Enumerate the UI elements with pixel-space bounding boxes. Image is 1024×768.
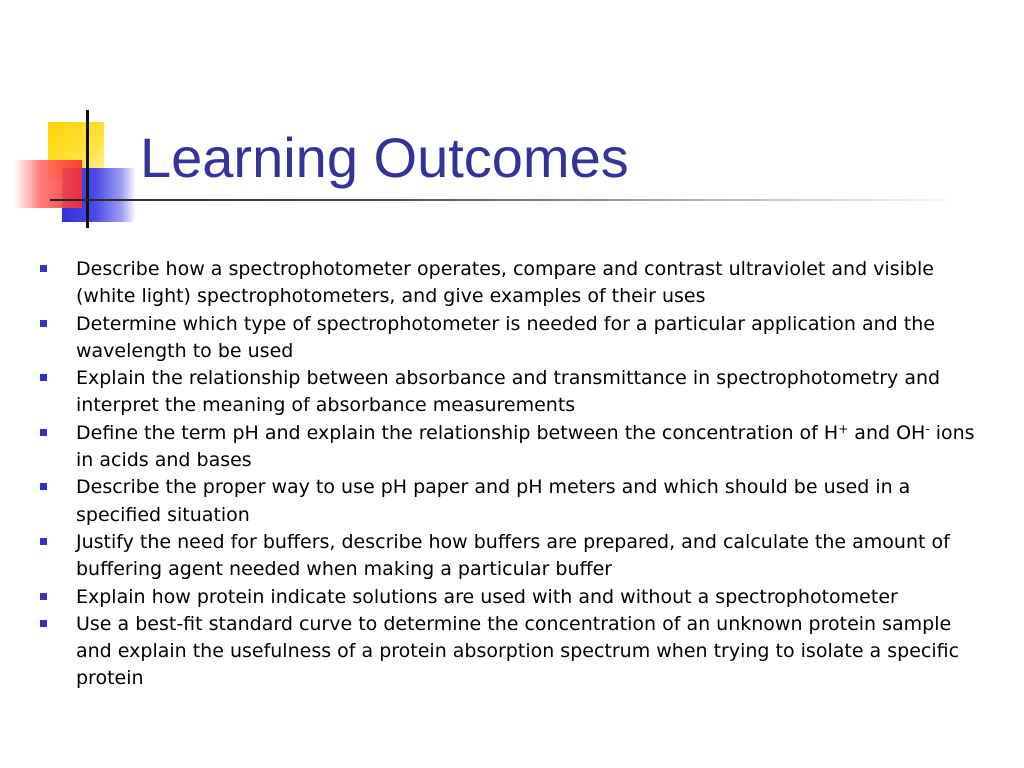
outcome-text-part: Define the term pH and explain the relationship between the concentration of H — [76, 421, 839, 444]
square-bullet-icon — [40, 593, 47, 600]
square-bullet-icon — [40, 538, 47, 545]
outcome-item-7 — [36, 584, 986, 611]
hydroxide-ion-superscript: - — [925, 421, 930, 436]
title-underline-rule — [50, 199, 970, 201]
outcome-text: Justify the need for buffers, describe how buffers are prepared, and calculate the amount of buffering agent needed when making a particular buffer — [76, 530, 950, 581]
outcomes-list — [36, 256, 986, 693]
outcome-item-1 — [36, 256, 986, 311]
outcome-text: Describe how a spectrophotometer operates, compare and contrast ultraviolet and visible (white light) spectrophotometers, and give examples of their uses — [76, 258, 934, 308]
outcome-item-4 — [36, 420, 986, 475]
vertical-rule-decoration — [86, 110, 89, 228]
square-bullet-icon — [40, 265, 47, 272]
square-bullet-icon — [40, 374, 47, 381]
outcome-item-5 — [36, 474, 986, 529]
square-bullet-icon — [40, 620, 47, 627]
outcome-text: Explain how protein indicate solutions are used with and without a spectrophotometer — [76, 585, 898, 608]
square-bullet-icon — [40, 483, 47, 490]
outcome-text-part: and OH — [848, 421, 926, 444]
outcome-item-8 — [36, 611, 986, 693]
outcome-item-2 — [36, 311, 986, 366]
square-bullet-icon — [40, 320, 47, 327]
outcome-item-6 — [36, 529, 986, 584]
square-bullet-icon — [40, 429, 47, 436]
outcome-text: Determine which type of spectrophotometer is needed for a particular application and the wavelength to be used — [76, 312, 935, 362]
hydrogen-ion-superscript: + — [838, 421, 849, 436]
outcome-text: Describe the proper way to use pH paper and pH meters and which should be used in a specified situation — [76, 476, 911, 526]
outcome-item-3 — [36, 365, 986, 420]
outcome-text: Use a best-fit standard curve to determine the concentration of an unknown protein sample and explain the usefulness of a protein absorption spectrum when trying to isolate a specific protein — [76, 612, 960, 690]
outcome-text: Explain the relationship between absorbance and transmittance in spectrophotometry and interpret the meaning of absorbance measurements — [76, 367, 941, 417]
slide-title: Learning Outcomes — [140, 126, 629, 189]
outcome-text-part: ions in acids and bases — [76, 421, 975, 472]
